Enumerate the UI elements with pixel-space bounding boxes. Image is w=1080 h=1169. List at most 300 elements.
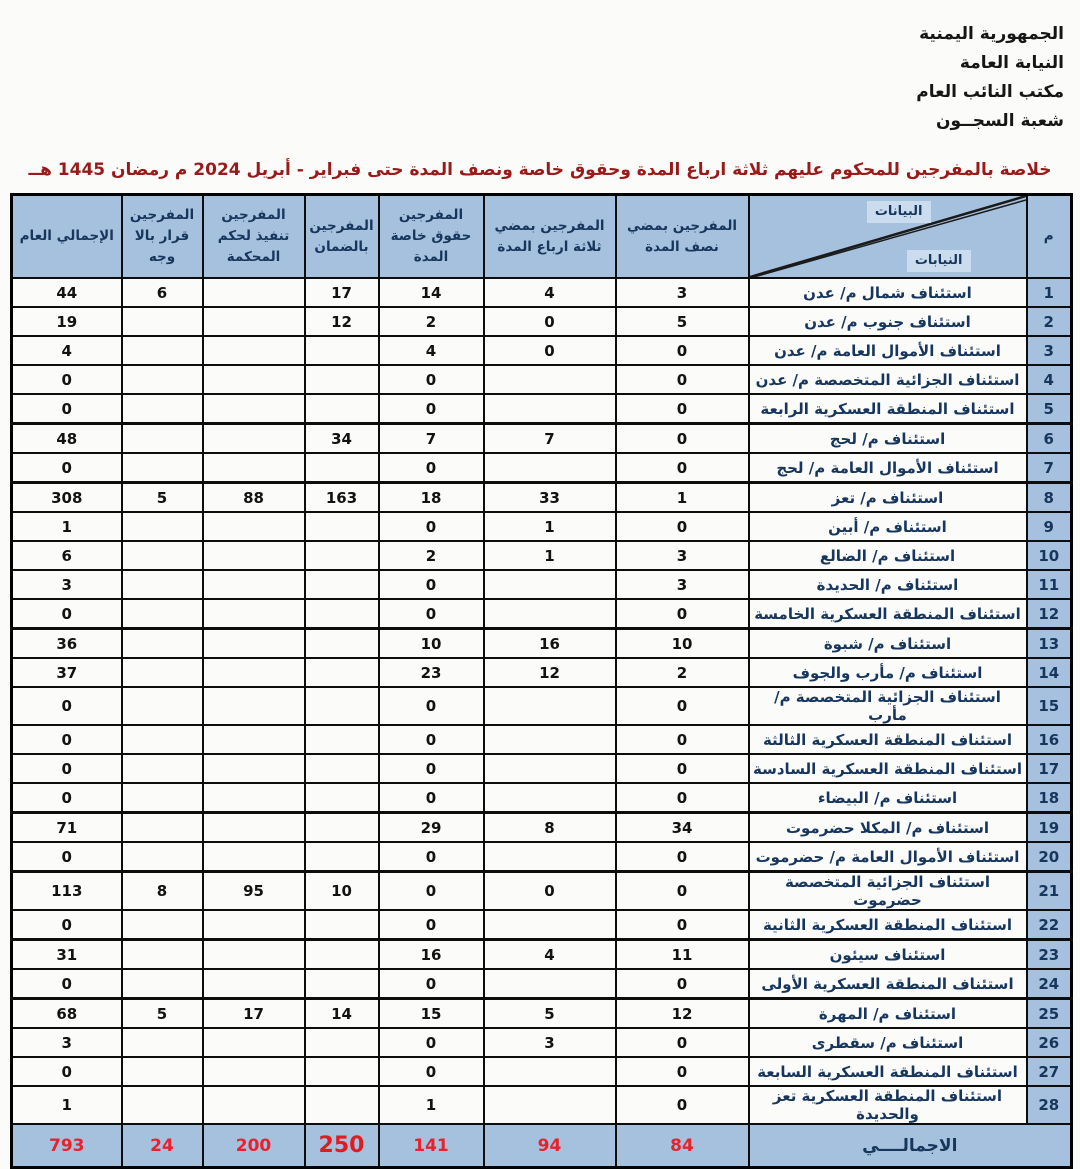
row-number-cell: 5 <box>1027 394 1072 424</box>
value-cell <box>305 658 379 687</box>
prosecution-name-cell: استئناف المنطقة العسكرية تعز والحديدة <box>749 1086 1027 1124</box>
value-cell <box>122 599 203 629</box>
row-number-cell: 18 <box>1027 783 1072 813</box>
value-cell: 0 <box>616 872 749 911</box>
value-cell: 14 <box>379 278 484 307</box>
table-row <box>12 940 1072 970</box>
table-row <box>12 658 1072 687</box>
table-row <box>12 783 1072 813</box>
value-cell <box>203 512 305 541</box>
value-cell: 12 <box>616 999 749 1029</box>
table-header <box>12 195 1072 279</box>
value-cell: 0 <box>379 1028 484 1057</box>
value-cell: 0 <box>12 910 122 940</box>
table-row <box>12 424 1072 454</box>
value-cell: 308 <box>12 483 122 513</box>
row-number-cell: 25 <box>1027 999 1072 1029</box>
value-cell <box>305 336 379 365</box>
value-cell: 17 <box>203 999 305 1029</box>
value-cell: 1 <box>484 541 616 570</box>
value-cell <box>122 512 203 541</box>
prosecution-name-cell: استئناف م/ المكلا حضرموت <box>749 813 1027 843</box>
value-cell: 0 <box>379 842 484 872</box>
col-header-no-grounds: المفرجين قرار بالا وجه <box>122 195 203 279</box>
value-cell <box>122 629 203 659</box>
value-cell: 0 <box>12 453 122 483</box>
letterhead-line-country: الجمهورية اليمنية <box>919 24 1064 44</box>
prosecution-name-cell: استئناف م/ البيضاء <box>749 783 1027 813</box>
value-cell <box>305 394 379 424</box>
prosecution-name-cell: استئناف المنطقة العسكرية الأولى <box>749 969 1027 999</box>
row-number-cell: 22 <box>1027 910 1072 940</box>
value-cell <box>203 599 305 629</box>
letterhead-line-prisons-division: شعبة السجــون <box>935 111 1064 131</box>
value-cell: 5 <box>484 999 616 1029</box>
prosecution-name-cell: استئناف م/ سقطرى <box>749 1028 1027 1057</box>
value-cell <box>122 687 203 725</box>
value-cell <box>305 725 379 754</box>
value-cell: 0 <box>379 453 484 483</box>
row-number-cell: 4 <box>1027 365 1072 394</box>
prosecution-name-cell: استئناف الأموال العامة م/ عدن <box>749 336 1027 365</box>
value-cell <box>122 783 203 813</box>
value-cell <box>203 658 305 687</box>
totals-value-three-quarters: 94 <box>484 1124 616 1168</box>
value-cell: 29 <box>379 813 484 843</box>
value-cell: 0 <box>379 365 484 394</box>
totals-value-court-ruling: 200 <box>203 1124 305 1168</box>
value-cell: 0 <box>379 725 484 754</box>
value-cell: 0 <box>379 512 484 541</box>
value-cell: 31 <box>12 940 122 970</box>
value-cell: 2 <box>379 541 484 570</box>
value-cell: 12 <box>484 658 616 687</box>
table-row <box>12 336 1072 365</box>
value-cell: 8 <box>484 813 616 843</box>
value-cell: 163 <box>305 483 379 513</box>
value-cell <box>122 910 203 940</box>
value-cell: 0 <box>616 687 749 725</box>
value-cell <box>305 910 379 940</box>
value-cell: 4 <box>484 940 616 970</box>
row-number-cell: 6 <box>1027 424 1072 454</box>
value-cell: 19 <box>12 307 122 336</box>
value-cell: 0 <box>12 725 122 754</box>
value-cell: 0 <box>12 394 122 424</box>
value-cell: 0 <box>616 336 749 365</box>
value-cell: 3 <box>616 278 749 307</box>
value-cell: 1 <box>12 1086 122 1124</box>
prosecution-name-cell: استئناف م/ مأرب والجوف <box>749 658 1027 687</box>
prosecution-name-cell: استئناف سيئون <box>749 940 1027 970</box>
col-header-half-term: المفرجين بمضي نصف المدة <box>616 195 749 279</box>
value-cell: 0 <box>12 1057 122 1086</box>
value-cell: 16 <box>484 629 616 659</box>
value-cell: 88 <box>203 483 305 513</box>
value-cell: 10 <box>379 629 484 659</box>
value-cell: 0 <box>616 512 749 541</box>
col-header-bail: المفرجين بالضمان <box>305 195 379 279</box>
value-cell: 11 <box>616 940 749 970</box>
value-cell <box>305 599 379 629</box>
value-cell <box>203 842 305 872</box>
totals-row <box>12 1124 1072 1168</box>
value-cell: 5 <box>122 483 203 513</box>
value-cell: 44 <box>12 278 122 307</box>
value-cell <box>484 1086 616 1124</box>
value-cell: 0 <box>379 570 484 599</box>
row-number-cell: 24 <box>1027 969 1072 999</box>
value-cell: 34 <box>305 424 379 454</box>
prosecution-name-cell: استئناف م/ الضالع <box>749 541 1027 570</box>
value-cell <box>484 842 616 872</box>
value-cell <box>305 940 379 970</box>
value-cell: 6 <box>122 278 203 307</box>
value-cell <box>305 813 379 843</box>
value-cell <box>203 687 305 725</box>
row-number-cell: 26 <box>1027 1028 1072 1057</box>
header-row <box>12 195 1072 279</box>
value-cell: 0 <box>12 365 122 394</box>
value-cell <box>203 910 305 940</box>
corner-label-prosecutions: النيابات <box>907 250 971 272</box>
totals-value-bail: 250 <box>305 1124 379 1168</box>
value-cell: 5 <box>122 999 203 1029</box>
value-cell <box>203 365 305 394</box>
value-cell: 4 <box>484 278 616 307</box>
value-cell: 0 <box>616 725 749 754</box>
value-cell <box>203 336 305 365</box>
table-row <box>12 813 1072 843</box>
value-cell: 0 <box>616 910 749 940</box>
value-cell <box>305 629 379 659</box>
value-cell <box>122 754 203 783</box>
value-cell: 7 <box>379 424 484 454</box>
value-cell <box>122 570 203 599</box>
table-footer <box>12 1124 1072 1168</box>
table-row <box>12 1057 1072 1086</box>
value-cell: 0 <box>379 783 484 813</box>
value-cell <box>203 570 305 599</box>
value-cell: 0 <box>12 783 122 813</box>
value-cell <box>203 725 305 754</box>
row-number-cell: 16 <box>1027 725 1072 754</box>
row-number-cell: 11 <box>1027 570 1072 599</box>
col-header-grand-total: الإجمالي العام <box>12 195 122 279</box>
value-cell <box>305 1028 379 1057</box>
table-row <box>12 278 1072 307</box>
row-number-cell: 9 <box>1027 512 1072 541</box>
value-cell: 2 <box>616 658 749 687</box>
table-row <box>12 453 1072 483</box>
value-cell: 0 <box>616 969 749 999</box>
value-cell: 0 <box>616 1086 749 1124</box>
value-cell: 0 <box>379 872 484 911</box>
row-number-cell: 27 <box>1027 1057 1072 1086</box>
value-cell <box>122 1028 203 1057</box>
value-cell: 1 <box>379 1086 484 1124</box>
table-row <box>12 1028 1072 1057</box>
row-number-cell: 17 <box>1027 754 1072 783</box>
table-row <box>12 307 1072 336</box>
value-cell <box>203 1028 305 1057</box>
value-cell <box>122 453 203 483</box>
prosecution-name-cell: استئناف الجزائية المتخصصة م/ مأرب <box>749 687 1027 725</box>
value-cell: 0 <box>484 872 616 911</box>
value-cell: 3 <box>484 1028 616 1057</box>
value-cell <box>305 365 379 394</box>
value-cell <box>484 1057 616 1086</box>
value-cell <box>305 969 379 999</box>
table-row <box>12 394 1072 424</box>
row-number-cell: 14 <box>1027 658 1072 687</box>
col-header-special-rights: المفرجين حقوق خاصة المدة <box>379 195 484 279</box>
value-cell: 0 <box>616 1057 749 1086</box>
table-row <box>12 687 1072 725</box>
value-cell <box>305 1057 379 1086</box>
value-cell <box>203 969 305 999</box>
value-cell: 71 <box>12 813 122 843</box>
value-cell <box>203 629 305 659</box>
value-cell: 37 <box>12 658 122 687</box>
report-title: خلاصة بالمفرجين للمحكوم عليهم ثلاثة ارباع المدة وحقوق خاصة ونصف المدة حتى فبراير - أبريل 2024 م رمضان 1445 هــ <box>28 160 1052 180</box>
value-cell <box>203 813 305 843</box>
row-number-cell: 15 <box>1027 687 1072 725</box>
value-cell <box>484 687 616 725</box>
table-row <box>12 512 1072 541</box>
value-cell: 0 <box>379 599 484 629</box>
value-cell: 0 <box>616 424 749 454</box>
value-cell <box>305 754 379 783</box>
table-row <box>12 842 1072 872</box>
table-row <box>12 725 1072 754</box>
value-cell: 3 <box>616 570 749 599</box>
totals-value-grand-total: 793 <box>12 1124 122 1168</box>
value-cell <box>484 453 616 483</box>
value-cell <box>305 570 379 599</box>
value-cell <box>122 394 203 424</box>
col-header-number: م <box>1027 195 1072 279</box>
col-header-court-ruling: المفرجين تنفيذ لحكم المحكمة <box>203 195 305 279</box>
prosecution-name-cell: استئناف الأموال العامة م/ لحج <box>749 453 1027 483</box>
table-row <box>12 969 1072 999</box>
value-cell: 8 <box>122 872 203 911</box>
value-cell <box>305 453 379 483</box>
prosecution-name-cell: استئناف المنطقة العسكرية الخامسة <box>749 599 1027 629</box>
value-cell <box>203 394 305 424</box>
row-number-cell: 1 <box>1027 278 1072 307</box>
prosecution-name-cell: استئناف الجزائية المتخصصة م/ عدن <box>749 365 1027 394</box>
row-number-cell: 19 <box>1027 813 1072 843</box>
value-cell: 0 <box>379 394 484 424</box>
letterhead <box>916 20 1064 136</box>
value-cell: 36 <box>12 629 122 659</box>
value-cell <box>203 754 305 783</box>
row-number-cell: 7 <box>1027 453 1072 483</box>
value-cell: 23 <box>379 658 484 687</box>
row-number-cell: 28 <box>1027 1086 1072 1124</box>
row-number-cell: 8 <box>1027 483 1072 513</box>
value-cell: 6 <box>12 541 122 570</box>
table-row <box>12 365 1072 394</box>
value-cell <box>305 842 379 872</box>
value-cell <box>305 1086 379 1124</box>
value-cell: 14 <box>305 999 379 1029</box>
value-cell <box>484 394 616 424</box>
value-cell: 0 <box>379 754 484 783</box>
value-cell: 1 <box>484 512 616 541</box>
value-cell <box>122 658 203 687</box>
value-cell: 0 <box>484 336 616 365</box>
value-cell: 0 <box>12 842 122 872</box>
value-cell <box>305 783 379 813</box>
released-prisoners-table <box>10 193 1073 1169</box>
prosecution-name-cell: استئناف المنطقة العسكرية الرابعة <box>749 394 1027 424</box>
value-cell <box>122 424 203 454</box>
value-cell <box>305 541 379 570</box>
value-cell <box>122 307 203 336</box>
value-cell: 0 <box>616 453 749 483</box>
value-cell: 3 <box>616 541 749 570</box>
table-row <box>12 629 1072 659</box>
value-cell: 0 <box>12 599 122 629</box>
value-cell <box>122 336 203 365</box>
table-body <box>12 278 1072 1124</box>
table-row <box>12 483 1072 513</box>
prosecution-name-cell: استئناف المنطقة العسكرية الثالثة <box>749 725 1027 754</box>
row-number-cell: 3 <box>1027 336 1072 365</box>
value-cell: 0 <box>379 969 484 999</box>
letterhead-line-attorney-office: مكتب النائب العام <box>916 82 1064 102</box>
value-cell <box>305 687 379 725</box>
value-cell <box>484 969 616 999</box>
value-cell <box>122 1057 203 1086</box>
row-number-cell: 10 <box>1027 541 1072 570</box>
col-header-three-quarters: المفرجين بمضي ثلاثة ارباع المدة <box>484 195 616 279</box>
value-cell <box>203 453 305 483</box>
value-cell: 0 <box>616 842 749 872</box>
value-cell: 33 <box>484 483 616 513</box>
table-row <box>12 1086 1072 1124</box>
value-cell: 0 <box>379 1057 484 1086</box>
value-cell <box>122 813 203 843</box>
value-cell: 12 <box>305 307 379 336</box>
value-cell <box>203 940 305 970</box>
prosecution-name-cell: استئناف شمال م/ عدن <box>749 278 1027 307</box>
totals-label: الاجمالــــي <box>749 1124 1072 1168</box>
value-cell <box>122 969 203 999</box>
prosecution-name-cell: استئناف م/ تعز <box>749 483 1027 513</box>
value-cell: 0 <box>616 599 749 629</box>
row-number-cell: 20 <box>1027 842 1072 872</box>
value-cell <box>484 599 616 629</box>
corner-label-data: البيانات <box>867 201 931 223</box>
value-cell <box>484 783 616 813</box>
table-row <box>12 754 1072 783</box>
value-cell: 18 <box>379 483 484 513</box>
value-cell: 48 <box>12 424 122 454</box>
value-cell <box>122 842 203 872</box>
prosecution-name-cell: استئناف م/ لحج <box>749 424 1027 454</box>
value-cell: 15 <box>379 999 484 1029</box>
table-row <box>12 999 1072 1029</box>
totals-value-half-term: 84 <box>616 1124 749 1168</box>
value-cell: 3 <box>12 570 122 599</box>
prosecution-name-cell: استئناف المنطقة العسكرية السابعة <box>749 1057 1027 1086</box>
value-cell: 0 <box>379 910 484 940</box>
value-cell <box>122 541 203 570</box>
value-cell: 0 <box>616 394 749 424</box>
value-cell: 0 <box>12 969 122 999</box>
prosecution-name-cell: استئناف الجزائية المتخصصة حضرموت <box>749 872 1027 911</box>
value-cell <box>484 725 616 754</box>
value-cell: 34 <box>616 813 749 843</box>
value-cell: 5 <box>616 307 749 336</box>
value-cell: 68 <box>12 999 122 1029</box>
row-number-cell: 2 <box>1027 307 1072 336</box>
value-cell: 113 <box>12 872 122 911</box>
prosecution-name-cell: استئناف م/ شبوة <box>749 629 1027 659</box>
value-cell <box>484 754 616 783</box>
value-cell: 0 <box>12 754 122 783</box>
prosecution-name-cell: استئناف م/ الحديدة <box>749 570 1027 599</box>
table-row <box>12 599 1072 629</box>
totals-value-no-grounds: 24 <box>122 1124 203 1168</box>
value-cell <box>203 541 305 570</box>
value-cell <box>122 365 203 394</box>
value-cell <box>484 910 616 940</box>
value-cell: 95 <box>203 872 305 911</box>
value-cell: 0 <box>379 687 484 725</box>
value-cell <box>203 783 305 813</box>
value-cell: 16 <box>379 940 484 970</box>
table-row <box>12 910 1072 940</box>
value-cell <box>122 940 203 970</box>
table-row <box>12 541 1072 570</box>
table-row <box>12 872 1072 911</box>
prosecution-name-cell: استئناف م/ المهرة <box>749 999 1027 1029</box>
value-cell: 10 <box>305 872 379 911</box>
value-cell: 0 <box>12 687 122 725</box>
value-cell: 4 <box>379 336 484 365</box>
row-number-cell: 23 <box>1027 940 1072 970</box>
value-cell: 17 <box>305 278 379 307</box>
value-cell: 3 <box>12 1028 122 1057</box>
value-cell <box>203 278 305 307</box>
value-cell <box>484 570 616 599</box>
corner-cell <box>749 195 1027 279</box>
value-cell: 0 <box>484 307 616 336</box>
value-cell: 0 <box>616 365 749 394</box>
row-number-cell: 13 <box>1027 629 1072 659</box>
row-number-cell: 21 <box>1027 872 1072 911</box>
value-cell <box>203 424 305 454</box>
prosecution-name-cell: استئناف المنطقة العسكرية الثانية <box>749 910 1027 940</box>
value-cell <box>203 1057 305 1086</box>
value-cell: 0 <box>616 1028 749 1057</box>
prosecution-name-cell: استئناف جنوب م/ عدن <box>749 307 1027 336</box>
value-cell: 7 <box>484 424 616 454</box>
value-cell: 4 <box>12 336 122 365</box>
prosecution-name-cell: استئناف م/ أبين <box>749 512 1027 541</box>
letterhead-line-prosecution: النيابة العامة <box>959 53 1064 73</box>
value-cell: 1 <box>12 512 122 541</box>
prosecution-name-cell: استئناف المنطقة العسكرية السادسة <box>749 754 1027 783</box>
table-row <box>12 570 1072 599</box>
value-cell: 1 <box>616 483 749 513</box>
value-cell <box>203 1086 305 1124</box>
value-cell: 0 <box>616 754 749 783</box>
